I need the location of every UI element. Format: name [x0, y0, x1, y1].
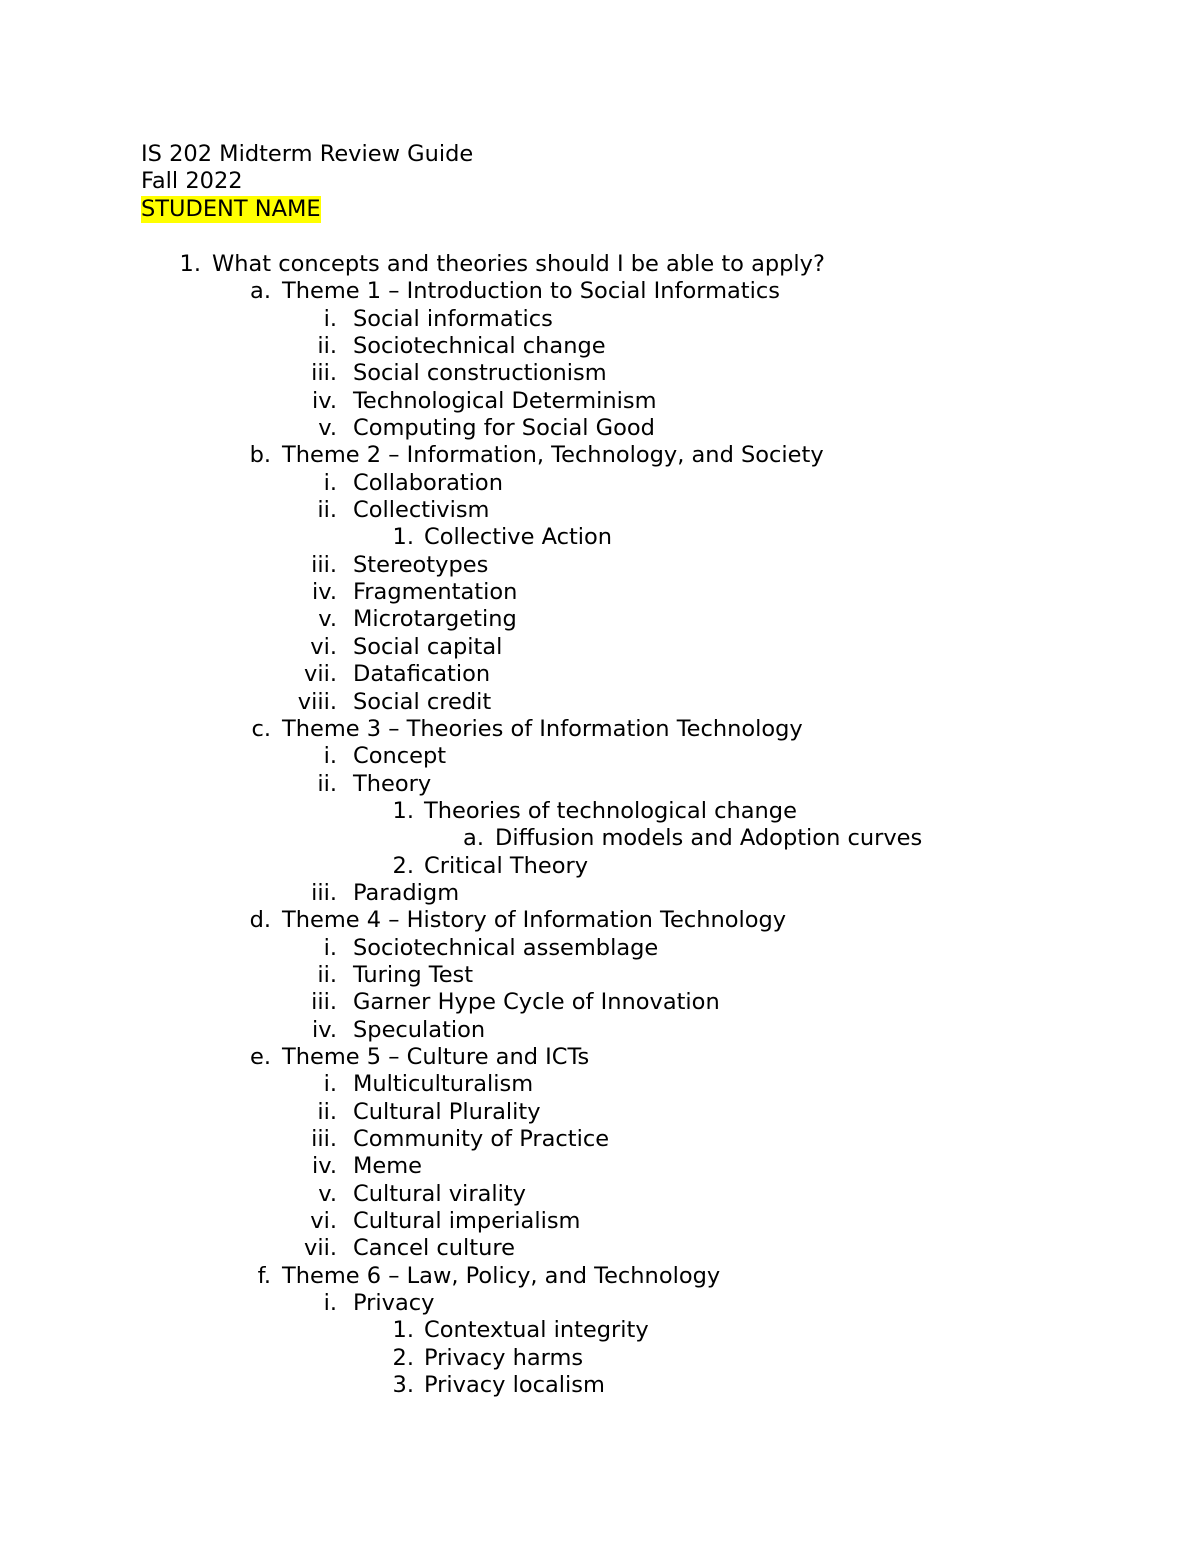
outline-text: Social informatics: [353, 305, 553, 332]
outline-item: [0, 388, 1200, 415]
outline-marker: f.: [257, 1262, 271, 1289]
outline-item: [0, 1317, 1200, 1344]
outline-marker: 1.: [179, 251, 201, 277]
student-name-line: [141, 196, 473, 223]
outline-marker: iv.: [312, 1153, 337, 1180]
outline-text: Privacy localism: [424, 1372, 605, 1399]
outline-text: Meme: [353, 1153, 423, 1180]
outline-text: Social constructionism: [353, 360, 607, 387]
outline-marker: ii.: [317, 497, 337, 524]
outline-item: [0, 853, 1200, 880]
outline-item: [0, 606, 1200, 633]
outline-marker: 3.: [392, 1372, 414, 1399]
outline-item: [0, 689, 1200, 716]
outline-marker: ii.: [317, 961, 337, 988]
outline-text: Social credit: [353, 688, 492, 715]
outline-text: Theme 2 – Information, Technology, and Society: [282, 442, 824, 469]
outline-item: [0, 524, 1200, 551]
outline-item: [0, 415, 1200, 442]
outline-item: [0, 989, 1200, 1016]
outline-text: Stereotypes: [353, 551, 489, 578]
outline-marker: 2.: [392, 852, 414, 879]
outline-text: Theme 3 – Theories of Information Technology: [282, 715, 803, 742]
outline-marker: 1.: [392, 524, 414, 551]
outline-marker: iv.: [312, 579, 337, 606]
document-term: Fall 2022: [141, 168, 243, 195]
outline-item: [0, 306, 1200, 333]
outline-item: [0, 1345, 1200, 1372]
outline-marker: d.: [249, 907, 271, 934]
outline-item: [0, 251, 1200, 278]
outline-marker: v.: [318, 415, 337, 442]
outline-text: Collective Action: [424, 524, 613, 551]
outline-text: What concepts and theories should I be able to apply?: [212, 251, 825, 277]
outline-marker: iii.: [311, 1126, 337, 1152]
outline-item: [0, 1263, 1200, 1290]
outline-marker: a.: [250, 278, 271, 305]
outline-marker: vii.: [304, 661, 337, 688]
outline-text: Collaboration: [353, 469, 503, 496]
outline-item: [0, 1181, 1200, 1208]
outline-text: Datafication: [353, 661, 491, 688]
outline-item: [0, 907, 1200, 934]
outline-text: Technological Determinism: [353, 387, 657, 414]
outline-marker: i.: [323, 305, 337, 332]
outline-item: [0, 1126, 1200, 1153]
outline-item: [0, 579, 1200, 606]
outline-text: Cancel culture: [353, 1235, 515, 1262]
outline-item: [0, 470, 1200, 497]
document-header: [141, 141, 473, 223]
outline-item: [0, 442, 1200, 469]
document-title: IS 202 Midterm Review Guide: [141, 141, 474, 167]
outline-text: Computing for Social Good: [353, 415, 655, 442]
outline-marker: i.: [323, 1071, 337, 1098]
outline-text: Theme 6 – Law, Policy, and Technology: [282, 1262, 721, 1289]
outline-text: Theory: [353, 770, 432, 797]
outline-marker: iv.: [312, 1016, 337, 1043]
outline-item: [0, 1017, 1200, 1044]
outline-item: [0, 1208, 1200, 1235]
outline-item: [0, 1235, 1200, 1262]
outline-text: Diffusion models and Adoption curves: [495, 825, 923, 852]
outline-marker: vii.: [304, 1235, 337, 1262]
outline-item: [0, 1290, 1200, 1317]
outline-text: Community of Practice: [353, 1126, 610, 1152]
outline-item: [0, 552, 1200, 579]
student-name-highlight: STUDENT NAME: [141, 195, 321, 222]
outline-marker: ii.: [317, 770, 337, 797]
outline-item: [0, 1372, 1200, 1399]
outline-text: Turing Test: [353, 961, 474, 988]
outline-text: Garner Hype Cycle of Innovation: [353, 989, 720, 1016]
outline-marker: 1.: [392, 1317, 414, 1344]
outline-item: [0, 1153, 1200, 1180]
outline-text: Concept: [353, 743, 447, 770]
outline-text: Theme 1 – Introduction to Social Informatics: [282, 278, 780, 305]
outline-text: Paradigm: [353, 879, 460, 906]
outline-text: Multiculturalism: [353, 1071, 534, 1098]
outline-marker: c.: [251, 715, 271, 742]
outline-item: [0, 935, 1200, 962]
outline-item: [0, 1099, 1200, 1126]
outline-text: Collectivism: [353, 497, 490, 524]
outline-text: Privacy: [353, 1290, 435, 1317]
outline-marker: vi.: [310, 1208, 337, 1235]
outline-text: Theme 4 – History of Information Technology: [282, 907, 787, 934]
outline-marker: iii.: [311, 879, 337, 906]
outline-marker: viii.: [297, 688, 337, 715]
outline-item: [0, 771, 1200, 798]
outline-text: Fragmentation: [353, 579, 518, 606]
outline-item: [0, 333, 1200, 360]
outline-text: Cultural imperialism: [353, 1208, 581, 1235]
review-outline: [0, 251, 1200, 1399]
outline-text: Cultural virality: [353, 1180, 526, 1207]
outline-item: [0, 661, 1200, 688]
outline-item: [0, 825, 1200, 852]
outline-text: Speculation: [353, 1016, 486, 1043]
outline-item: [0, 634, 1200, 661]
outline-marker: v.: [318, 606, 337, 633]
outline-item: [0, 278, 1200, 305]
outline-marker: v.: [318, 1180, 337, 1207]
outline-item: [0, 880, 1200, 907]
outline-item: [0, 1044, 1200, 1071]
outline-marker: vi.: [310, 633, 337, 660]
outline-text: Theme 5 – Culture and ICTs: [282, 1043, 590, 1070]
outline-marker: iii.: [311, 989, 337, 1016]
outline-text: Privacy harms: [424, 1344, 584, 1371]
outline-marker: iv.: [312, 387, 337, 414]
outline-marker: iii.: [311, 551, 337, 578]
outline-marker: ii.: [317, 1098, 337, 1125]
outline-marker: i.: [323, 469, 337, 496]
outline-text: Microtargeting: [353, 606, 517, 633]
outline-item: [0, 962, 1200, 989]
outline-marker: ii.: [317, 333, 337, 360]
outline-text: Sociotechnical assemblage: [353, 934, 659, 961]
outline-text: Cultural Plurality: [353, 1098, 541, 1125]
outline-item: [0, 1071, 1200, 1098]
outline-item: [0, 743, 1200, 770]
outline-marker: i.: [323, 1290, 337, 1317]
outline-text: Contextual integrity: [424, 1317, 649, 1344]
outline-text: Sociotechnical change: [353, 333, 606, 360]
outline-marker: iii.: [311, 360, 337, 387]
outline-text: Critical Theory: [424, 852, 589, 879]
outline-item: [0, 798, 1200, 825]
outline-marker: a.: [463, 825, 484, 852]
outline-marker: i.: [323, 934, 337, 961]
outline-marker: i.: [323, 743, 337, 770]
outline-text: Theories of technological change: [424, 797, 797, 824]
outline-text: Social capital: [353, 633, 503, 660]
outline-marker: 2.: [392, 1344, 414, 1371]
outline-item: [0, 497, 1200, 524]
outline-item: [0, 716, 1200, 743]
outline-marker: e.: [250, 1043, 271, 1070]
outline-marker: 1.: [392, 797, 414, 824]
outline-item: [0, 360, 1200, 387]
outline-marker: b.: [249, 442, 271, 469]
